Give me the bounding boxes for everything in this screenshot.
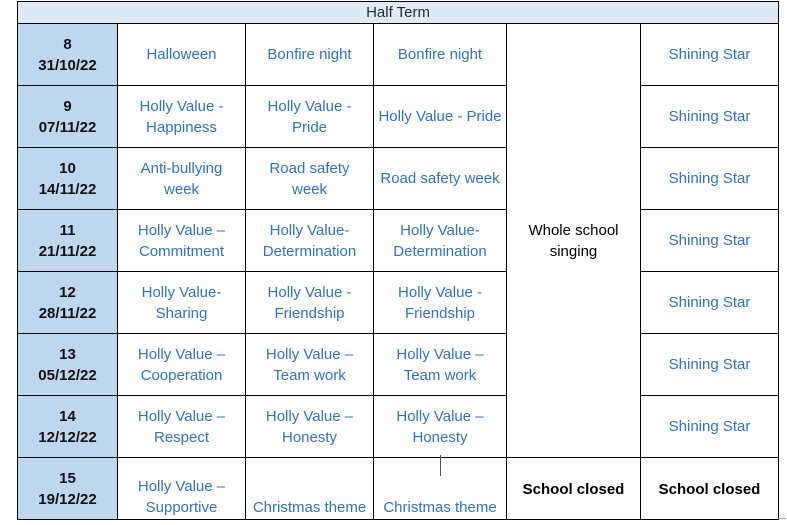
- week-number: 9: [63, 97, 72, 115]
- week-date: 31/10/22: [38, 56, 97, 74]
- activity-text: Holly Value - Friendship: [267, 283, 352, 322]
- week-date: 21/11/22: [38, 242, 97, 260]
- activity-cell: [374, 24, 507, 86]
- activity-text: Christmas theme: [383, 499, 497, 516]
- text-cursor: [440, 455, 441, 476]
- table-row: [18, 86, 779, 148]
- activity-cell: [246, 86, 374, 148]
- activity-text: Holly Value – Supportive: [137, 478, 226, 516]
- activity-text: Holly Value - Pride: [378, 108, 502, 125]
- activity-text: Road safety week: [380, 170, 500, 187]
- activity-cell: [246, 210, 374, 272]
- table-row: [18, 210, 779, 272]
- activity-text: Holly Value - Happiness: [139, 97, 224, 136]
- week-date: 05/12/22: [38, 366, 97, 384]
- shining-star-cell: [641, 334, 779, 396]
- activity-text: Christmas theme: [252, 499, 367, 516]
- activity-cell: [246, 272, 374, 334]
- activity-cell: [246, 396, 374, 458]
- week-number: 12: [59, 283, 76, 301]
- activity-cell: [374, 334, 507, 396]
- activity-cell: [118, 334, 246, 396]
- week-number: 8: [63, 35, 72, 53]
- table-row: [18, 148, 779, 210]
- activity-text: Anti-bullying week: [140, 159, 223, 198]
- activity-cell: [118, 458, 246, 520]
- activity-text: Holly Value – Cooperation: [137, 345, 226, 384]
- week-number: 14: [59, 407, 76, 425]
- table-row: [18, 24, 779, 86]
- shining-star-cell: [641, 272, 779, 334]
- activity-cell: [246, 24, 374, 86]
- whole-school-singing-text: Whole school singing: [528, 221, 619, 260]
- week-cell: [18, 458, 118, 520]
- activity-cell: [118, 396, 246, 458]
- table-row: [18, 334, 779, 396]
- activity-cell: [374, 86, 507, 148]
- shining-star-text: Shining Star: [668, 418, 751, 435]
- whole-school-singing-cell: [507, 24, 641, 458]
- shining-star-cell: [641, 24, 779, 86]
- week-date: 19/12/22: [38, 491, 97, 508]
- activity-cell: [374, 148, 507, 210]
- half-term-header: Half Term: [18, 2, 779, 24]
- activity-text: Holly Value – Commitment: [137, 221, 226, 260]
- school-closed-cell: [507, 458, 641, 520]
- activity-cell: [374, 210, 507, 272]
- activity-cell: [118, 24, 246, 86]
- schedule-table: [17, 1, 779, 520]
- activity-cell: [374, 272, 507, 334]
- activity-text: Holly Value – Respect: [137, 407, 226, 446]
- week-date: 12/12/22: [38, 428, 97, 446]
- activity-text: Holly Value – Honesty: [396, 407, 484, 446]
- week-date: 14/11/22: [38, 180, 97, 198]
- week-date: 28/11/22: [38, 304, 97, 322]
- shining-star-text: Shining Star: [668, 356, 751, 373]
- shining-star-cell: [641, 210, 779, 272]
- school-closed-text: School closed: [522, 481, 625, 498]
- header-row: [18, 2, 779, 24]
- page-edge-mark: [778, 518, 786, 519]
- week-cell: [18, 272, 118, 334]
- school-closed-cell: [641, 458, 779, 520]
- table-row: [18, 396, 779, 458]
- week-number: 10: [59, 159, 76, 177]
- week-cell: [18, 24, 118, 86]
- week-cell: [18, 86, 118, 148]
- school-closed-text: School closed: [658, 481, 761, 498]
- shining-star-cell: [641, 396, 779, 458]
- table-row: [18, 458, 779, 520]
- activity-text: Halloween: [146, 46, 217, 63]
- activity-cell: [118, 272, 246, 334]
- activity-text: Bonfire night: [397, 46, 483, 63]
- activity-text: Holly Value - Pride: [267, 97, 352, 136]
- activity-text: Holly Value – Honesty: [265, 407, 354, 446]
- week-number: 15: [59, 470, 76, 487]
- activity-text: Holly Value – Team work: [396, 345, 484, 384]
- week-cell: [18, 148, 118, 210]
- activity-text: Bonfire night: [267, 46, 352, 63]
- shining-star-text: Shining Star: [668, 232, 751, 249]
- activity-cell: [374, 396, 507, 458]
- activity-text: Holly Value – Team work: [265, 345, 354, 384]
- activity-text: Holly Value-Determination: [262, 221, 357, 260]
- activity-cell: [118, 210, 246, 272]
- shining-star-text: Shining Star: [668, 170, 751, 187]
- shining-star-cell: [641, 148, 779, 210]
- week-cell: [18, 334, 118, 396]
- week-number: 13: [59, 345, 76, 363]
- activity-text: Holly Value - Friendship: [398, 283, 482, 322]
- week-cell: [18, 210, 118, 272]
- activity-text: Holly Value-Sharing: [141, 283, 222, 322]
- activity-text: Road safety week: [269, 159, 350, 198]
- activity-cell: [246, 458, 374, 520]
- activity-text: Holly Value-Determination: [393, 221, 487, 260]
- activity-cell: [118, 148, 246, 210]
- table-row: [18, 272, 779, 334]
- week-date: 07/11/22: [38, 118, 97, 136]
- week-cell: [18, 396, 118, 458]
- week-number: 11: [59, 221, 76, 239]
- shining-star-cell: [641, 86, 779, 148]
- shining-star-text: Shining Star: [668, 294, 751, 311]
- shining-star-text: Shining Star: [668, 46, 751, 63]
- activity-cell: [246, 334, 374, 396]
- activity-cell: [118, 86, 246, 148]
- activity-cell: [246, 148, 374, 210]
- shining-star-text: Shining Star: [668, 108, 751, 125]
